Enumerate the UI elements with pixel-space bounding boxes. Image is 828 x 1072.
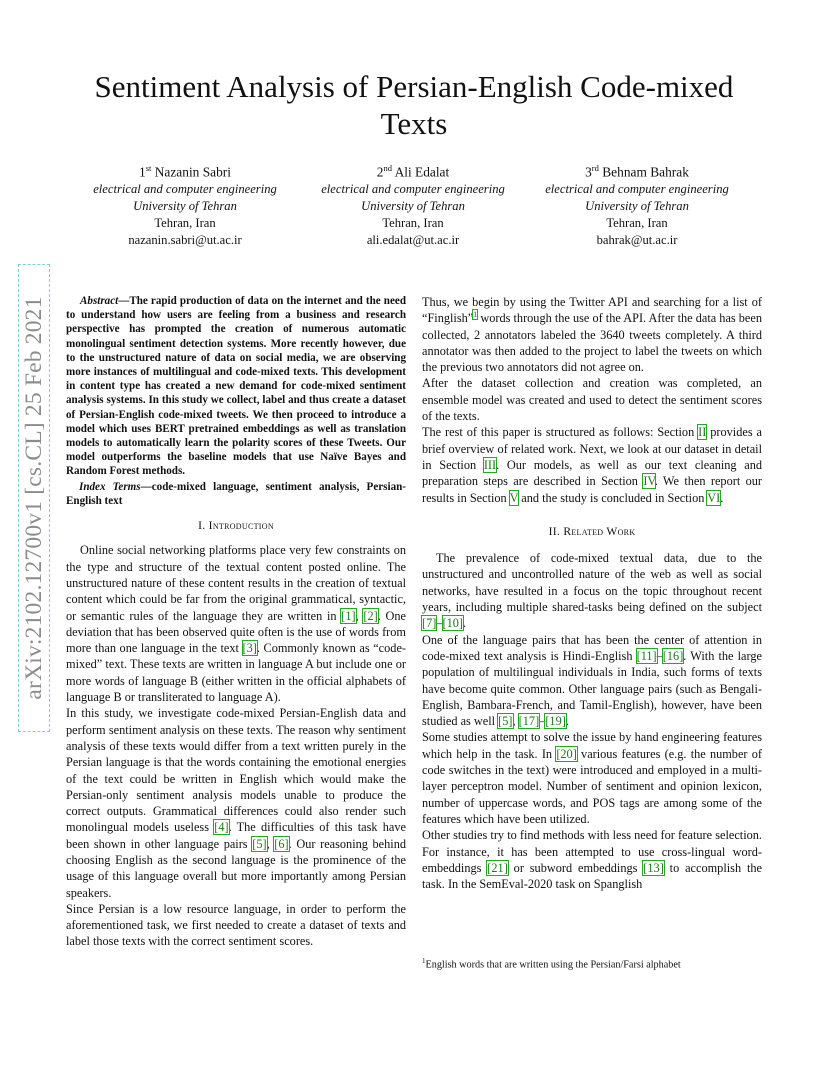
arxiv-identifier-text: arXiv:2102.12700v1 [cs.CL] 25 Feb 2021 — [16, 262, 52, 734]
intro-paragraph-5: After the dataset collection and creation was completed, an ensemble model was created and used to detect the sentiment scores of the texts. — [422, 376, 762, 424]
author-email: nazanin.sabri@ut.ac.ir — [128, 232, 242, 247]
author-location: Tehran, Iran — [606, 215, 668, 230]
author-university: University of Tehran — [133, 199, 237, 214]
author-email: bahrak@ut.ac.ir — [596, 232, 678, 247]
left-column — [66, 294, 406, 950]
section-heading-introduction: I. Introduction — [198, 519, 274, 533]
intro-paragraph-3: Since Persian is a low resource language, in order to perform the aforementioned task, we first needed to create a dataset of texts and label those texts with the correct sentiment scores. — [66, 901, 406, 949]
arxiv-identifier-stamp — [16, 262, 52, 734]
citation-link[interactable]: [13] — [643, 860, 664, 875]
index-terms-label: Index Terms — [79, 480, 141, 493]
abstract-text: —The rapid production of data on the internet and the need to understand how users are feeling from a business and research perspective has prompted the creation of numerous automatic monolingual sentiment detection systems. More recently however, due to the unstructured nature of data on social media, we are observing more instances of multilingual and code-mixed texts. This development in content type has created a new demand for code-mixed sentiment analysis systems. In this study we collect, label and thus create a dataset of Persian-English code-mixed tweets. We then proceed to introduce a model which uses BERT pretrained embeddings as well as translation models to automatically learn the polarity scores of these Tweets. Our model outperforms the baseline models that use Naïve Bayes and Random Forest methods. — [66, 295, 406, 478]
citation-link[interactable]: [10] — [442, 616, 463, 631]
author-department: electrical and computer engineering — [321, 182, 505, 197]
citation-link[interactable]: [5] — [252, 836, 267, 851]
author-university: University of Tehran — [585, 199, 689, 214]
author-name: 1st Nazanin Sabri — [139, 163, 231, 180]
author-name: 2nd Ali Edalat — [376, 163, 450, 180]
index-terms — [66, 480, 406, 508]
citation-link[interactable]: [2] — [363, 608, 378, 623]
intro-paragraph-6: The rest of this paper is structured as follows: Section II provides a brief overview of related work. Next, we look at our dataset in detail in Section III. Our models, as well as our text cleaning and preparation steps are described in Section IV. We then report our results in Section V and the study is concluded in Section VI. — [422, 425, 762, 505]
section-link[interactable]: IV — [643, 474, 655, 489]
abstract-label: Abstract — [80, 295, 119, 307]
paper-title: Sentiment Analysis of Persian-English Code-mixed Texts — [94, 69, 734, 141]
related-paragraph-4: Other studies try to find methods with less need for feature selection. For instance, it has been attempted to use cross-lingual word-embeddings [21] or subword embeddings [13] to accomplish the task. In the SemEval-2020 task on Spanglish — [422, 828, 762, 892]
footnote-link[interactable]: 1 — [473, 310, 478, 320]
related-paragraph-2: One of the language pairs that has been the center of attention in code-mixed text analysis is Hindi-English [11]–[16]. With the large population of multilingual individuals in India, such forms of texts have become quite common. Other language pairs (such as Bengali-English, Bambara-French, and Tamil-English), however, have been studied as well [5], [17]–[19]. — [422, 632, 762, 729]
related-paragraph-3: Some studies attempt to solve the issue by hand engineering features which help in the task. In [20] various features (e.g. the number of code switches in the text) were introduced and employed in a multi-layer perceptron model. Number of sentiment and opinion lexicon, number of uppercase words, and POS tags are among some of the features which have been utilized. — [422, 730, 762, 826]
right-column — [422, 294, 762, 892]
footnote-mark: 1 — [422, 957, 426, 965]
author-2 — [298, 160, 528, 248]
author-department: electrical and computer engineering — [545, 182, 729, 197]
citation-link[interactable]: [1] — [341, 608, 356, 623]
author-email: ali.edalat@ut.ac.ir — [366, 232, 460, 247]
citation-link[interactable]: [17] — [518, 714, 540, 729]
author-location: Tehran, Iran — [154, 215, 216, 230]
section-link[interactable]: II — [698, 425, 707, 440]
intro-paragraph-1: Online social networking platforms place very few constraints on the type and structure of the textual content posted online. The unstructured nature of these content results in the creation of textual content which could be far from the original grammatical, syntactic, or semantic rules of the language they are written in [1], [2]. One deviation that has been observed quite often is the use of words from more than one language in the text [3]. Commonly known as “code-mixed” text. These texts are written in language A but include one or more words of language B (either written in the official alphabets of language B or transliterated to language A). — [66, 543, 406, 705]
citation-link[interactable]: [19] — [545, 714, 566, 729]
author-university: University of Tehran — [361, 199, 465, 214]
footnote-text: English words that are written using the Persian/Farsi alphabet — [425, 959, 681, 971]
citation-link[interactable]: [16] — [662, 648, 684, 663]
intro-paragraph-2: In this study, we investigate code-mixed Persian-English data and perform sentiment analysis on these texts. The reason why sentiment analysis of these texts would differ from a text written purely in the Persian language is that the words containing the emotional energies of the text could be written in English which would make the Persian-only sentiment analysis models unable to produce the correct outputs. Grammatical differences could also render such monolingual models useless [4]. The difficulties of this task have been shown in other language pairs [5], [6]. Our reasoning behind choosing English as the second language is the prominence of the usage of this language overall but more importantly among Persian speakers. — [66, 706, 407, 900]
related-paragraph-1: The prevalence of code-mixed textual data, due to the unstructured and uncontrolled nature of the web as well as social networks, have resulted in a focus on the topic throughout recent years, including multiple shared-tasks being defined on the subject [7]–[10]. — [422, 551, 762, 631]
author-3 — [522, 160, 752, 248]
citation-link[interactable]: [7] — [422, 616, 437, 631]
author-1 — [70, 160, 300, 248]
section-heading-related-work: II. Related Work — [548, 524, 636, 538]
citation-link[interactable]: [11] — [636, 648, 657, 663]
citation-link[interactable]: [5] — [498, 714, 513, 729]
citation-link[interactable]: [3] — [242, 641, 257, 656]
section-link[interactable]: VI — [707, 490, 721, 505]
citation-link[interactable]: [21] — [487, 860, 508, 875]
intro-paragraph-4: Thus, we begin by using the Twitter API and searching for a list of “Finglish”$^1$ words through the use of the API. After the data has been collected, 2 annotators labeled the 3640 tweets completely. A third annotator was then added to the project to label the tweets on which the previous two annotators did not agree on. — [422, 295, 762, 375]
author-department: electrical and computer engineering — [93, 182, 277, 197]
abstract — [66, 294, 406, 479]
index-terms-text: —code-mixed language, sentiment analysis, Persian-English text — [66, 480, 406, 507]
footnote — [422, 955, 762, 971]
citation-link[interactable]: [6] — [274, 836, 289, 851]
citation-link[interactable]: [4] — [214, 820, 229, 835]
section-link[interactable]: III — [483, 457, 497, 472]
author-name: 3rd Behnam Bahrak — [585, 163, 689, 180]
author-location: Tehran, Iran — [382, 215, 444, 230]
author-block — [70, 160, 760, 252]
section-link[interactable]: V — [509, 490, 519, 505]
citation-link[interactable]: [20] — [556, 746, 577, 761]
